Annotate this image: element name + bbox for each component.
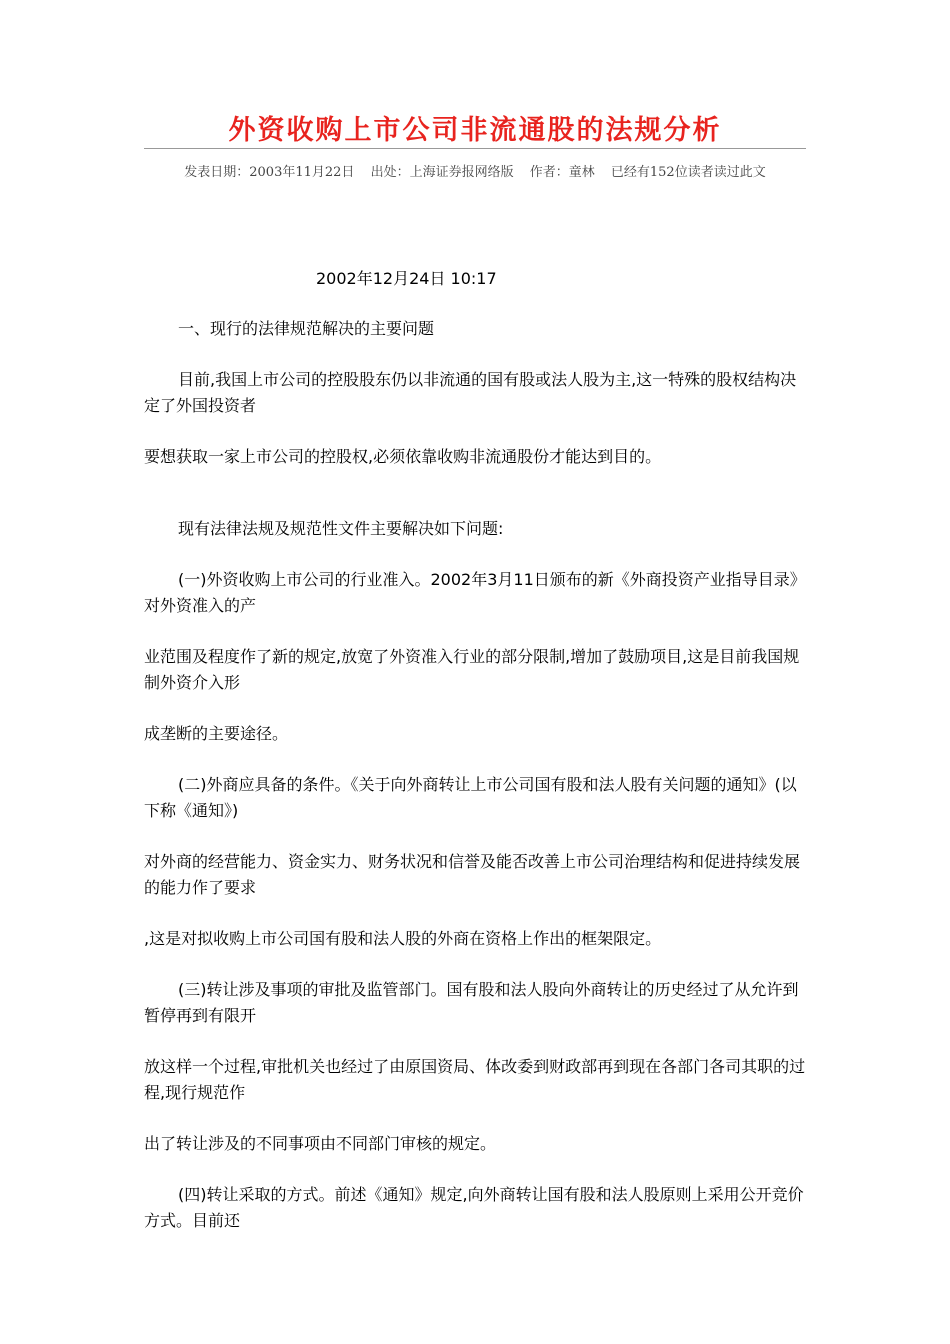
paragraph: 对外商的经营能力、资金实力、财务状况和信誉及能否改善上市公司治理结构和促进持续发展的能力作了要求	[144, 852, 801, 897]
paragraph: (二)外商应具备的条件。《关于向外商转让上市公司国有股和法人股有关问题的通知》(以下称《通知》)	[144, 775, 797, 820]
article-timestamp: 2002年12月24日 10:17	[316, 269, 497, 288]
paragraph: (三)转让涉及事项的审批及监管部门。国有股和法人股向外商转让的历史经过了从允许到暂停再到有限开	[144, 980, 799, 1025]
paragraph: 放这样一个过程,审批机关也经过了由原国资局、体改委到财政部再到现在各部门各司其职的过程,现行规范作	[144, 1057, 806, 1102]
paragraph: ,这是对拟收购上市公司国有股和法人股的外商在资格上作出的框架限定。	[144, 929, 662, 948]
article-body	[144, 266, 806, 1259]
paragraph: 目前,我国上市公司的控股股东仍以非流通的国有股或法人股为主,这一特殊的股权结构决定了外国投资者	[144, 370, 797, 415]
title-divider	[144, 148, 806, 149]
paragraph: (四)转让采取的方式。前述《通知》规定,向外商转让国有股和法人股原则上采用公开竞价方式。目前还	[144, 1185, 804, 1230]
paragraph: (一)外资收购上市公司的行业准入。2002年3月11日颁布的新《外商投资产业指导目录》对外资准入的产	[144, 570, 806, 615]
reader-count: 已经有152位读者读过此文	[610, 165, 766, 180]
paragraph: 成垄断的主要途径。	[144, 724, 289, 743]
paragraph: 业范围及程度作了新的规定,放宽了外资准入行业的部分限制,增加了鼓励项目,这是目前我国规制外资介入形	[144, 647, 800, 692]
paragraph: 要想获取一家上市公司的控股权,必须依靠收购非流通股份才能达到目的。	[144, 447, 662, 466]
section-heading: 一、现行的法律规范解决的主要问题	[178, 319, 435, 338]
article-title: 外资收购上市公司非流通股的法规分析	[228, 115, 722, 146]
article-author: 作者：童林	[529, 165, 595, 180]
paragraph: 出了转让涉及的不同事项由不同部门审核的规定。	[144, 1134, 497, 1153]
article-source: 出处：上海证券报网络版	[370, 165, 514, 180]
article-meta	[144, 164, 806, 182]
paragraph: 现有法律法规及规范性文件主要解决如下问题:	[178, 519, 504, 538]
publish-date: 发表日期：2003年11月22日	[184, 165, 355, 180]
